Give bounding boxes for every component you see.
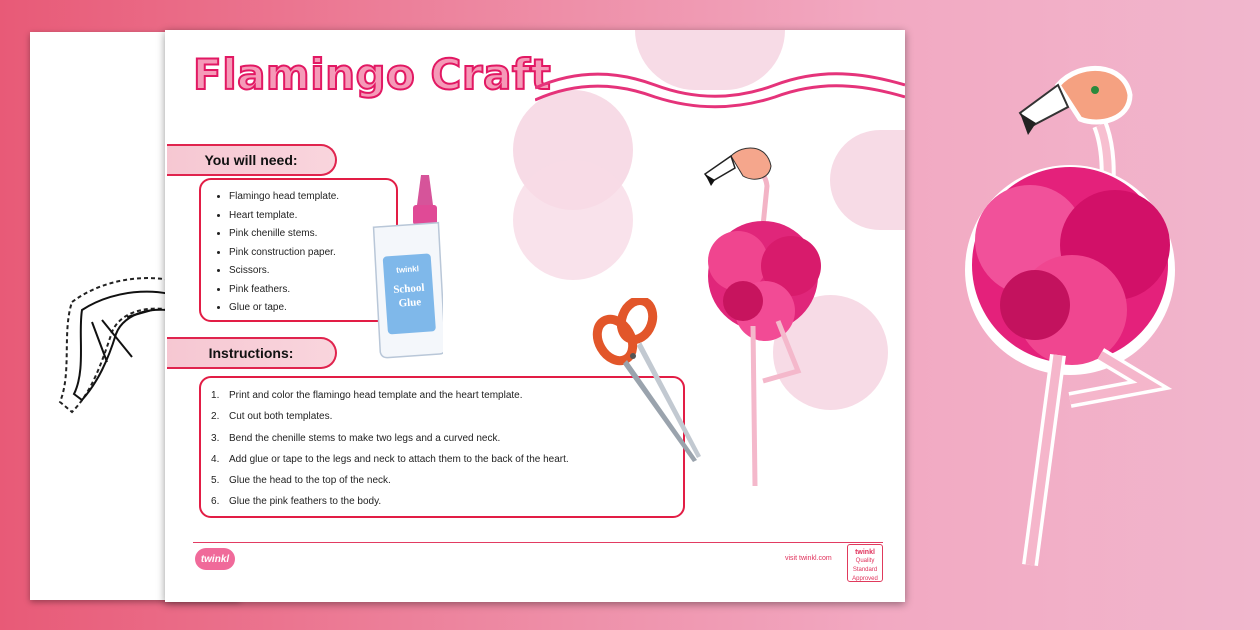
list-item: • Pink construction paper. [229, 244, 396, 263]
list-item: • Glue or tape. [229, 299, 396, 318]
feather-body [708, 221, 821, 341]
flamingo-craft-photo [683, 126, 883, 506]
instruction-step: Glue the head to the top of the neck. [229, 475, 391, 487]
instructions-heading: Instructions: [167, 337, 337, 369]
you-will-need-heading: You will need: [167, 144, 337, 176]
quality-badge [847, 544, 883, 582]
badge-text: Quality Standard Approved [852, 558, 878, 582]
instruction-step: Cut out both templates. [229, 411, 333, 423]
list-item: • Heart template. [229, 207, 396, 226]
list-item: • Scissors. [229, 262, 396, 281]
footer-divider [193, 542, 883, 543]
badge-brand: twinkl [855, 549, 875, 556]
page-title: Flamingo Craft [193, 50, 552, 99]
glue-label-line1: School [392, 281, 425, 297]
decorative-dot [513, 160, 633, 280]
instruction-step: Bend the chenille stems to make two legs and a curved neck. [229, 432, 501, 444]
instruction-step: Print and color the flamingo head template and the heart template. [229, 390, 523, 401]
craft-instruction-sheet [165, 30, 905, 602]
flamingo-craft-cutout [950, 55, 1210, 595]
twinkl-logo: twinkl [195, 548, 235, 570]
decorative-wave [535, 60, 905, 110]
instruction-step: Glue the pink feathers to the body. [229, 496, 382, 508]
list-item: • Pink chenille stems. [229, 225, 396, 244]
list-item: • Flamingo head template. [229, 188, 396, 207]
list-item: • Pink feathers. [229, 281, 396, 300]
feather-body [965, 165, 1175, 375]
glue-brand-label: twinkl [395, 264, 420, 275]
instruction-step: Add glue or tape to the legs and neck to attach them to the back of the heart. [229, 453, 569, 465]
glue-label-line2: Glue [398, 296, 422, 310]
glue-bottle-illustration [363, 170, 443, 360]
footer-url[interactable]: visit twinkl.com [785, 555, 832, 562]
